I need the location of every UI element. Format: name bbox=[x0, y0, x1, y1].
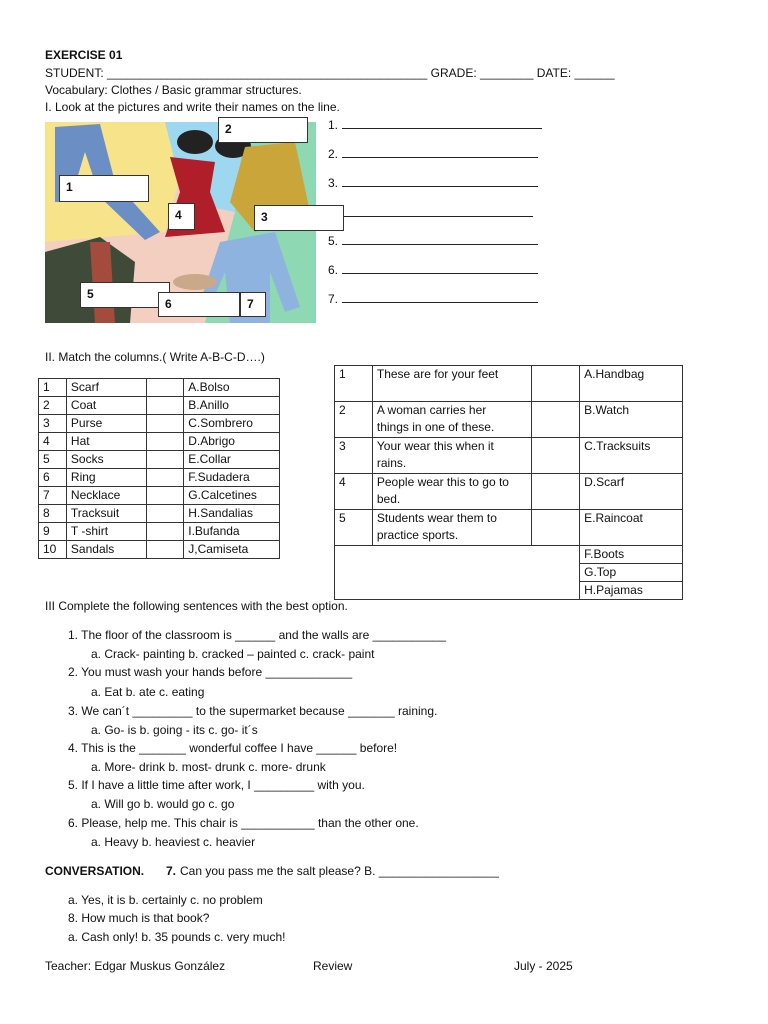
row-answer-cell[interactable] bbox=[532, 402, 580, 438]
question-3: 3. We can´t _________ to the supermarket because _______ raining. bbox=[68, 704, 438, 718]
answer-line-4[interactable] bbox=[344, 206, 533, 220]
row-number: 1 bbox=[335, 366, 373, 402]
row-option: C.Sombrero bbox=[184, 415, 280, 433]
answer-line-2[interactable]: 2. bbox=[328, 147, 538, 161]
row-number: 8 bbox=[39, 505, 67, 523]
row-description bbox=[372, 510, 531, 546]
row-description bbox=[372, 366, 531, 402]
vocabulary-line: Vocabulary: Clothes / Basic grammar structures. bbox=[45, 83, 302, 97]
row-number: 3 bbox=[335, 438, 373, 474]
match-left-row bbox=[39, 397, 280, 415]
row-answer-cell[interactable] bbox=[146, 415, 184, 433]
row-answer-cell[interactable] bbox=[146, 451, 184, 469]
row-number: 5 bbox=[335, 510, 373, 546]
row-word: Sandals bbox=[66, 541, 146, 559]
question-1: 1. The floor of the classroom is ______ and the walls are ___________ bbox=[68, 628, 447, 642]
question-6-options[interactable]: a. Heavy b. heaviest c. heavier bbox=[91, 835, 256, 849]
row-option: A.Handbag bbox=[580, 366, 683, 402]
row-description-line: Your wear this when it bbox=[376, 439, 494, 453]
row-description-line: A woman carries her bbox=[376, 403, 487, 417]
row-word: Necklace bbox=[66, 487, 146, 505]
row-number: 10 bbox=[39, 541, 67, 559]
section1-title: I. Look at the pictures and write their names on the line. bbox=[45, 100, 340, 114]
row-word: Hat bbox=[66, 433, 146, 451]
question-7-number: 7. bbox=[166, 864, 177, 878]
picture-label-5: 5 bbox=[80, 282, 170, 308]
row-number: 4 bbox=[39, 433, 67, 451]
row-description bbox=[372, 474, 531, 510]
question-7-options[interactable]: a. Yes, it is b. certainly c. no problem bbox=[68, 893, 263, 907]
question-4: 4. This is the _______ wonderful coffee I have ______ before! bbox=[68, 741, 398, 755]
row-description-line: These are for your feet bbox=[376, 367, 499, 381]
footer-teacher: Teacher: Edgar Muskus González bbox=[45, 959, 226, 973]
row-option: D.Abrigo bbox=[184, 433, 280, 451]
row-number: 7 bbox=[39, 487, 67, 505]
footer-review: Review bbox=[313, 959, 353, 973]
row-option: F.Sudadera bbox=[184, 469, 280, 487]
answer-line-7[interactable]: 7. bbox=[328, 292, 538, 306]
match-left-row bbox=[39, 469, 280, 487]
row-answer-cell[interactable] bbox=[532, 474, 580, 510]
row-description-line: rains. bbox=[376, 456, 407, 470]
answer-line-5[interactable]: 5. bbox=[328, 234, 538, 248]
picture-label-3: 3 bbox=[254, 205, 344, 231]
match-right-row bbox=[335, 402, 683, 438]
answer-line-6[interactable]: 6. bbox=[328, 263, 538, 277]
match-left-row bbox=[39, 379, 280, 397]
row-description bbox=[372, 438, 531, 474]
match-left-row bbox=[39, 433, 280, 451]
question-2: 2. You must wash your hands before _____________ bbox=[68, 665, 353, 679]
question-8-options[interactable]: a. Cash only! b. 35 pounds c. very much! bbox=[68, 930, 286, 944]
picture-label-4: 4 bbox=[168, 203, 195, 230]
picture-label-7: 7 bbox=[240, 292, 266, 317]
match-right-row bbox=[335, 366, 683, 402]
row-word: Tracksuit bbox=[66, 505, 146, 523]
row-word: Coat bbox=[66, 397, 146, 415]
conversation-label: CONVERSATION. bbox=[45, 864, 145, 878]
exercise-title: EXERCISE 01 bbox=[45, 48, 123, 62]
row-number: 5 bbox=[39, 451, 67, 469]
section2-title: II. Match the columns.( Write A-B-C-D….) bbox=[45, 350, 265, 364]
row-word: T -shirt bbox=[66, 523, 146, 541]
row-description-line: things in one of these. bbox=[376, 420, 495, 434]
row-option: H.Sandalias bbox=[184, 505, 280, 523]
empty-cell bbox=[335, 546, 580, 600]
match-left-row bbox=[39, 415, 280, 433]
row-answer-cell[interactable] bbox=[146, 523, 184, 541]
question-4-options[interactable]: a. More- drink b. most- drunk c. more- drunk bbox=[91, 760, 326, 774]
row-option: E.Raincoat bbox=[580, 510, 683, 546]
row-number: 6 bbox=[39, 469, 67, 487]
picture-label-2: 2 bbox=[218, 117, 308, 143]
row-option: J,Camiseta bbox=[184, 541, 280, 559]
row-option: G.Top bbox=[580, 564, 683, 582]
row-option: B.Anillo bbox=[184, 397, 280, 415]
row-answer-cell[interactable] bbox=[532, 510, 580, 546]
row-word: Ring bbox=[66, 469, 146, 487]
row-word: Socks bbox=[66, 451, 146, 469]
row-number: 3 bbox=[39, 415, 67, 433]
row-word: Scarf bbox=[66, 379, 146, 397]
row-answer-cell[interactable] bbox=[146, 541, 184, 559]
row-option: A.Bolso bbox=[184, 379, 280, 397]
row-option: E.Collar bbox=[184, 451, 280, 469]
row-answer-cell[interactable] bbox=[146, 487, 184, 505]
match-left-row bbox=[39, 451, 280, 469]
row-answer-cell[interactable] bbox=[146, 397, 184, 415]
question-5: 5. If I have a little time after work, I _________ with you. bbox=[68, 778, 365, 792]
row-answer-cell[interactable] bbox=[532, 438, 580, 474]
row-description-line: bed. bbox=[376, 492, 401, 506]
row-option: C.Tracksuits bbox=[580, 438, 683, 474]
question-7: Can you pass me the salt please? B. __________________ bbox=[180, 864, 499, 878]
row-answer-cell[interactable] bbox=[146, 379, 184, 397]
match-left-row bbox=[39, 487, 280, 505]
footer-date: July - 2025 bbox=[514, 959, 573, 973]
answer-line-3[interactable]: 3. bbox=[328, 176, 538, 190]
answer-line-1[interactable]: 1. bbox=[328, 118, 542, 132]
row-number: 1 bbox=[39, 379, 67, 397]
row-word: Purse bbox=[66, 415, 146, 433]
row-answer-cell[interactable] bbox=[532, 366, 580, 402]
row-number: 4 bbox=[335, 474, 373, 510]
match-right-row bbox=[335, 510, 683, 546]
match-left-row bbox=[39, 541, 280, 559]
match-right-row bbox=[335, 474, 683, 510]
row-description-line: People wear this to go to bbox=[376, 475, 509, 489]
match-left-row bbox=[39, 505, 280, 523]
row-option: H.Pajamas bbox=[580, 582, 683, 600]
question-2-options[interactable]: a. Eat b. ate c. eating bbox=[91, 685, 205, 699]
row-number: 9 bbox=[39, 523, 67, 541]
row-number: 2 bbox=[335, 402, 373, 438]
match-table-right bbox=[334, 365, 683, 600]
row-answer-cell[interactable] bbox=[146, 433, 184, 451]
row-answer-cell[interactable] bbox=[146, 469, 184, 487]
section3-title: III Complete the following sentences with the best option. bbox=[45, 599, 348, 613]
row-option: I.Bufanda bbox=[184, 523, 280, 541]
row-option: B.Watch bbox=[580, 402, 683, 438]
match-right-extra-row bbox=[335, 546, 683, 564]
row-number: 2 bbox=[39, 397, 67, 415]
picture-label-6: 6 bbox=[158, 292, 240, 317]
row-answer-cell[interactable] bbox=[146, 505, 184, 523]
student-line: STUDENT: ________________________________________________ GRADE: ________ DATE: ______ bbox=[45, 66, 615, 80]
question-6: 6. Please, help me. This chair is ___________ than the other one. bbox=[68, 816, 419, 830]
row-description-line: Students wear them to bbox=[376, 511, 497, 525]
match-left-row bbox=[39, 523, 280, 541]
match-right-row bbox=[335, 438, 683, 474]
question-1-options[interactable]: a. Crack- painting b. cracked – painted c. crack- paint bbox=[91, 647, 375, 661]
row-description-line: practice sports. bbox=[376, 528, 459, 542]
row-option: G.Calcetines bbox=[184, 487, 280, 505]
row-option: D.Scarf bbox=[580, 474, 683, 510]
row-option: F.Boots bbox=[580, 546, 683, 564]
picture-label-1: 1 bbox=[59, 175, 149, 202]
question-8: 8. How much is that book? bbox=[68, 911, 210, 925]
question-5-options[interactable]: a. Will go b. would go c. go bbox=[91, 797, 235, 811]
row-description bbox=[372, 402, 531, 438]
question-3-options[interactable]: a. Go- is b. going - its c. go- it´s bbox=[91, 723, 258, 737]
match-table-left bbox=[38, 378, 280, 559]
